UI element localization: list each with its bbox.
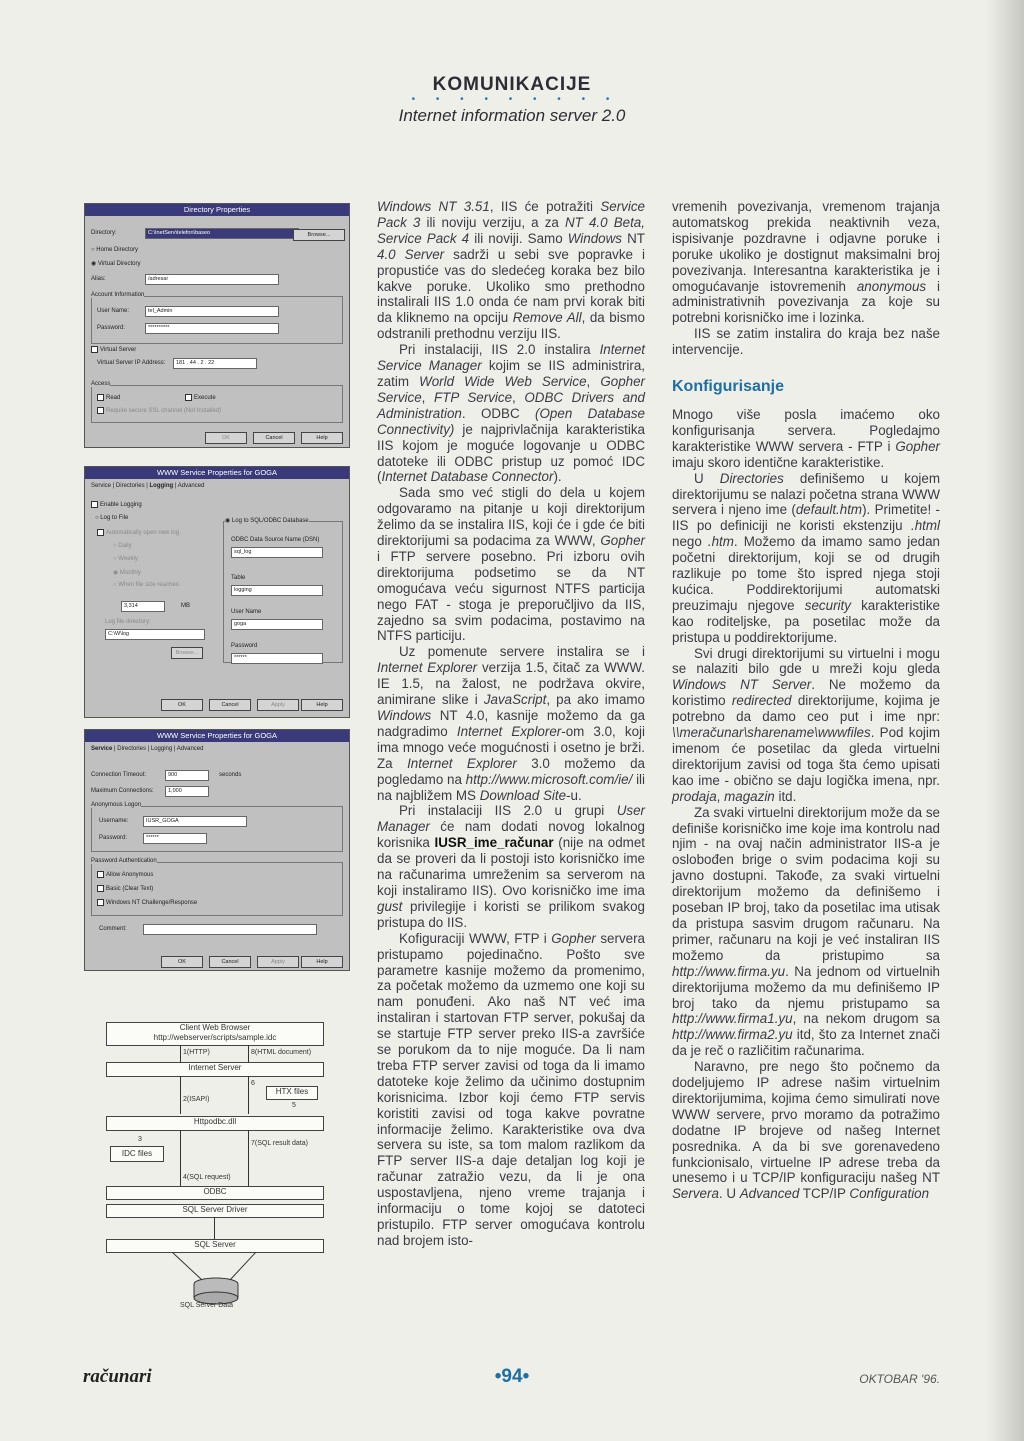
password-field[interactable]: ****** <box>143 833 207 844</box>
tab-directories[interactable]: Directories <box>117 746 146 752</box>
tab-logging[interactable]: Logging <box>150 746 173 752</box>
enable-logging-checkbox[interactable]: Enable Logging <box>91 501 142 508</box>
cancel-button[interactable]: Cancel <box>209 699 251 711</box>
dialog-title: Directory Properties <box>85 204 349 216</box>
arrow-5 <box>248 1076 249 1114</box>
alias-field[interactable]: /adresar <box>145 274 279 285</box>
password-field[interactable]: ********** <box>145 323 279 334</box>
execute-checkbox[interactable]: Execute <box>185 394 216 401</box>
daily-radio[interactable]: ○ Daily <box>113 543 132 549</box>
log-dir-label: Log file directory: <box>105 619 151 625</box>
home-directory-radio[interactable]: ○ Home Directory <box>91 247 138 253</box>
step-1-label: 1(HTTP) <box>183 1049 210 1056</box>
section-heading: Konfigurisanje <box>672 378 785 396</box>
username-label: User Name: <box>97 308 130 314</box>
paragraph: Windows NT 3.51, IIS će potražiti Service Pack 3 ili noviju verziju, a za NT 4.0 Beta, Service Pack 4 ili noviji. Samo Windows NT 4.0 Server sadrži u sebi sve popravke i propustiće vas do sledećeg koraka bez bilo kakve poruke. Ukoliko smo prethodno instalirali IIS 1.0 onda će nam prvi korak biti da kliknemo na opciju Remove All, da bismo odstranili prethodnu verziju IIS. <box>377 199 646 342</box>
auto-open-checkbox[interactable]: Automatically open new log <box>97 529 179 536</box>
page-edge-shadow <box>986 0 1024 1441</box>
httpodbc-box: Httpodbc.dll <box>106 1116 324 1131</box>
timeout-field[interactable]: 900 <box>165 770 209 781</box>
www-logging-dialog <box>84 466 350 718</box>
account-information-group <box>91 296 343 344</box>
dsn-label: ODBC Data Source Name (DSN) <box>231 537 320 543</box>
size-field[interactable]: 3,314 <box>121 601 165 612</box>
dialog-title: WWW Service Properties for GOGA <box>85 467 349 479</box>
directory-field[interactable]: C:\InetServ\telefon\baseo <box>145 228 299 239</box>
apply-button[interactable]: Apply <box>257 956 299 968</box>
ok-button[interactable]: OK <box>161 699 203 711</box>
log-to-file-radio[interactable]: ○ Log to File <box>95 515 129 521</box>
header-dots: • • • • • • • • • <box>411 94 619 105</box>
paragraph: Mnogo više posla imaćemo oko konfigurisanja servera. Pogledajmo karakteristike WWW servera - FTP i Gopher imaju skoro identične karakteristike. <box>672 406 940 470</box>
page-number: •94• <box>494 1366 530 1387</box>
username-label: User Name <box>231 609 262 615</box>
account-group-label: Account Information <box>91 292 145 298</box>
anonymous-logon-label: Anonymous Logon <box>91 802 142 808</box>
tab-service[interactable]: Service <box>91 746 113 752</box>
browse-button[interactable]: Browse... <box>293 229 345 241</box>
basic-auth-checkbox[interactable]: Basic (Clear Text) <box>97 885 153 892</box>
table-label: Table <box>231 575 246 581</box>
help-button[interactable]: Help <box>301 432 343 444</box>
username-field[interactable]: goga <box>231 619 323 630</box>
comment-label: Comment: <box>99 926 127 932</box>
log-to-sql-radio[interactable]: ◉ Log to SQL/ODBC Database <box>225 518 309 524</box>
paragraph: Sada smo već stigli do dela u kojem odgovaramo na pitanje u koji direktorijum želimo da se instalira IIS, koji će i gde će biti direktorijumi sa podacima za WWW, Gopher i FTP servere posebno. Pri izboru ovih direktorijuma podsetimo se da NT omogućava veću sigurnost NTFS particija nego FAT - stoga je preporučljivo da IIS, zajedno sa svim podacima, postavimo na NTFS particiju. <box>377 485 645 644</box>
tab-strip: Service | Directories | Logging | Advanced <box>91 483 205 489</box>
tab-advanced[interactable]: Advanced <box>176 746 204 752</box>
table-field[interactable]: logging <box>231 585 323 596</box>
paragraph: Za svaki virtuelni direktorijum može da se definiše korisničko ime koje ima kontrolu nad njim - na ovaj način administrator IIS-a je oslobođen brige o svim podacima koji su javno dostupni. Takođe, za svaki virtuelni direktorijum možemo da definišemo i poseban IP broj, tako da posetilac ima utisak da pristupa sasvim drugom računaru. Na primer, računaru na koji je već instaliran IIS možemo da pristupimo sa http://www.firma.yu. Na jednom od virtuelnih direktorijuma možemo da mu definišemo IP broj tako da njemu pristupamo sa http://www.firma1.yu, na nekom drugom sa http://www.firma2.yu itd, što za Internet znači da je reč o različitim računarima. <box>672 804 940 1059</box>
sql-server-box: SQL Server <box>106 1239 324 1253</box>
password-label: Password: <box>99 835 128 841</box>
username-field[interactable]: tel_Admin <box>145 306 279 317</box>
virtual-server-ip-field[interactable]: 181 . 44 . 2 . 22 <box>173 358 257 369</box>
weekly-radio[interactable]: ○ Weekly <box>113 556 138 562</box>
step-7-label: 7(SQL result data) <box>251 1140 308 1147</box>
max-connections-field[interactable]: 1,000 <box>165 786 209 797</box>
step-8-label: 8(HTML document) <box>251 1049 312 1056</box>
access-group <box>91 385 343 423</box>
allow-anonymous-checkbox[interactable]: Allow Anonymous <box>97 871 153 878</box>
paragraph: Kofiguraciji WWW, FTP i Gopher servera pristupamo pojedinačno. Pošto sve parametre kasnije možemo da promenimo, za početak možemo da uzmemo one koji su nam ponuđeni. Ako naš NT već ima instaliran i startovan FTP server, pokušaj da se startuje FTP server preko IIS-a završiće se porukom da to nije moguće. Da li nam treba FTP server zavisi od toga da li imamo datoteke koje želimo da učinimo dostupnim korisnicima. Izbor koji ćemo FTP servis koristiti zavisi od toga kakve povratne informacije želimo. Karakteristike ova dva servera su iste, sa tom malom razlikom da FTP server IIS-a daje detaljan log koji je računar zatražio vezu, da li je ona uspostavljena, njeno vreme trajanja i informaciju o tome kojoj se datoteci pristupilo. FTP server omogućava kontrolu nad brojem isto- <box>377 930 645 1248</box>
cancel-button[interactable]: Cancel <box>253 432 295 444</box>
www-service-dialog <box>84 729 350 971</box>
arrow-driver <box>214 1217 215 1239</box>
paragraph: vremenih povezivanja, vremenom trajanja automatskog prekida neaktivnih veza, ispisivanje pozdravne i odjavne poruke i poruke ukoliko je dostignut maksimalni broj povezivanja. Interesantna karakteristika je i omogućavanje istovremenih anonymous i administrativnih povezivanja za koje su potrebni korisničko ime i lozinka. <box>672 199 940 326</box>
virtual-server-ip-label: Virtual Server IP Address: <box>97 360 166 366</box>
issue-date: OKTOBAR '96. <box>859 1372 940 1386</box>
timeout-label: Connection Timeout: <box>91 772 147 778</box>
virtual-server-checkbox[interactable]: Virtual Server <box>91 346 136 353</box>
help-button[interactable]: Help <box>301 956 343 968</box>
text-column-2 <box>672 199 940 1202</box>
apply-button[interactable]: Apply <box>257 699 299 711</box>
paragraph: Svi drugi direktorijumi su virtuelni i mogu se nalaziti bilo gde u mreži koju gleda Windows NT Server. Ne možemo da koristimo redirected direktorijume, kojima je potrebno da damo ceo put i ime npr: \\meračunar\sharename\wwwfiles. Pod kojim imenom će posetilac da gleda virtuelni direktorijum zavisi od toga šta ćemo upisati kao ime - obično se daju logička imena, npr. prodaja, magazin itd. <box>672 645 940 804</box>
when-size-radio[interactable]: ○ When file size reaches: <box>113 582 181 588</box>
arrow-2 <box>180 1076 181 1114</box>
step-6-label: 6 <box>251 1080 255 1087</box>
tab-directories[interactable]: Directories <box>115 483 145 489</box>
tab-strip: Service | Directories | Logging | Advanced <box>91 746 204 752</box>
tab-service[interactable]: Service <box>91 483 112 489</box>
monthly-radio[interactable]: ◉ Monthly <box>113 570 141 576</box>
password-auth-label: Password Authentication <box>91 858 157 864</box>
paragraph: Pri instalaciji, IIS 2.0 instalira Internet Service Manager kojim se IIS administrira, zatim World Wide Web Service, Gopher Service, FTP Service, ODBC Drivers and Administration. ODBC (Open Database Connectivity) je najprivlačnija karakteristika IIS kojom je moguće logovanje u ODBC datoteke ili ODBC pristup uz pomoć IDC (Internet Database Connector). <box>377 342 645 485</box>
log-dir-field[interactable]: C:\W\log <box>105 629 205 640</box>
ssl-checkbox[interactable]: Require secure SSL channel (Not Installed) <box>97 407 221 414</box>
step-4-label: 4(SQL request) <box>183 1174 231 1181</box>
htx-files-box: HTX files <box>266 1086 318 1100</box>
browse-button[interactable]: Browse... <box>171 647 203 659</box>
username-field[interactable]: IUSR_GOGA <box>143 816 247 827</box>
arrow-1 <box>180 1045 181 1062</box>
ok-button[interactable]: OK <box>205 432 247 444</box>
comment-field[interactable] <box>143 924 317 935</box>
client-url: http://webserver/scripts/sample.idc <box>153 1033 277 1042</box>
step-2-label: 2(ISAPI) <box>183 1096 210 1103</box>
arrow-4 <box>180 1130 181 1186</box>
magazine-logo: računari <box>83 1366 152 1387</box>
username-label: Username: <box>99 818 129 824</box>
cancel-button[interactable]: Cancel <box>209 956 251 968</box>
paragraph: Naravno, pre nego što počnemo da dodeljujemo IP adrese našim virtuelnim direktorijumima, kojima ćemo simulirati nove WWW servere, prvo moramo da potražimo dodatne IP brojeve od našeg Internet posrednika. A da bi sve gorenavedeno funkcionisalo, virtuelne IP adrese treba da unesemo i u TCP/IP konfiguraciju našeg NT Servera. U Advanced TCP/IP Configuration <box>672 1059 940 1202</box>
internet-server-box: Internet Server <box>106 1062 324 1077</box>
password-label: Password: <box>97 325 126 331</box>
alias-label: Alias: <box>91 276 106 282</box>
idc-files-box: IDC files <box>110 1146 164 1162</box>
access-group-label: Access <box>91 381 111 387</box>
anonymous-logon-group <box>91 806 343 852</box>
size-unit: MB <box>181 603 190 609</box>
paragraph: IIS se zatim instalira do kraja bez naše intervencije. <box>672 326 940 358</box>
sql-driver-box: SQL Server Driver <box>106 1204 324 1218</box>
odbc-box: ODBC <box>106 1186 324 1200</box>
paragraph: Uz pomenute servere instalira se i Internet Explorer verzija 1.5, čitač za WWW. IE 1.5, na žalost, ne podržava okvire, animirane slike i JavaScript, pa ako imamo Windows NT 4.0, kasnije možemo da ga nadgradimo Internet Explorer-om 3.0, koji ima mnogo veće mogućnosti i osetno je brži. Za Internet Explorer 3.0 možemo da pogledamo na http://www.microsoft.com/ie/ ili na najbližem MS Download Site-u. <box>377 644 645 803</box>
step-5-label: 5 <box>292 1102 296 1109</box>
section-title: KOMUNIKACIJE <box>432 74 592 95</box>
paragraph: Pri instalaciji IIS 2.0 u grupi User Manager će nam dodati novog lokalnog korisnika IUSR_ime_računar (nije na odmet da se proveri da li postoji isto korisničko ime na računarima umreženim sa serverom na koji instaliramo IIS). Ovo korisničko ime ima gust privilegije i koristi se prilikom svakog pristupa do IIS. <box>377 803 645 930</box>
sql-data-label: SQL Server Data <box>180 1302 234 1309</box>
directory-label: Directory: <box>91 230 117 236</box>
page-subtitle: Internet information server 2.0 <box>398 106 626 125</box>
client-browser-box <box>106 1022 324 1046</box>
dialog-title: WWW Service Properties for GOGA <box>85 730 349 742</box>
password-label: Password <box>231 643 258 649</box>
dsn-field[interactable]: sql_log <box>231 547 323 558</box>
step-3-label: 3 <box>138 1136 142 1143</box>
max-connections-label: Maximum Connections: <box>91 788 154 794</box>
arrow-7 <box>248 1130 249 1186</box>
tab-advanced[interactable]: Advanced <box>177 483 205 489</box>
directory-properties-dialog <box>84 203 350 448</box>
read-checkbox[interactable]: Read <box>97 394 120 401</box>
help-button[interactable]: Help <box>301 699 343 711</box>
password-field[interactable]: ****** <box>231 653 323 664</box>
arrow-8 <box>248 1045 249 1062</box>
paragraph: U Directories definišemo u kojem direktorijumu se nalazi početna strana WWW servera i njeno ime (default.htm). Primetite! - IIS po definiciji ne koristi ekstenziju .html nego .htm. Možemo da imamo samo jedan početni direktorijum, koji se od drugih razlikuje po tome što ispred njega stoji kućica. Poddirektorijumi automatski preuzimaju njegove security karakteristike kao roditeljske, pa posetilac može da pristupa u poddirektorijume. <box>672 470 940 645</box>
ok-button[interactable]: OK <box>161 956 203 968</box>
nt-challenge-checkbox[interactable]: Windows NT Challenge/Response <box>97 899 197 906</box>
client-browser-label: Client Web Browser <box>179 1023 251 1032</box>
text-column-1 <box>377 199 645 1249</box>
virtual-directory-radio[interactable]: ◉ Virtual Directory <box>91 261 141 267</box>
timeout-unit: seconds <box>219 772 242 778</box>
page-header <box>0 74 1024 126</box>
iis-flow-diagram <box>106 1020 324 1325</box>
tab-logging[interactable]: Logging <box>149 483 174 489</box>
